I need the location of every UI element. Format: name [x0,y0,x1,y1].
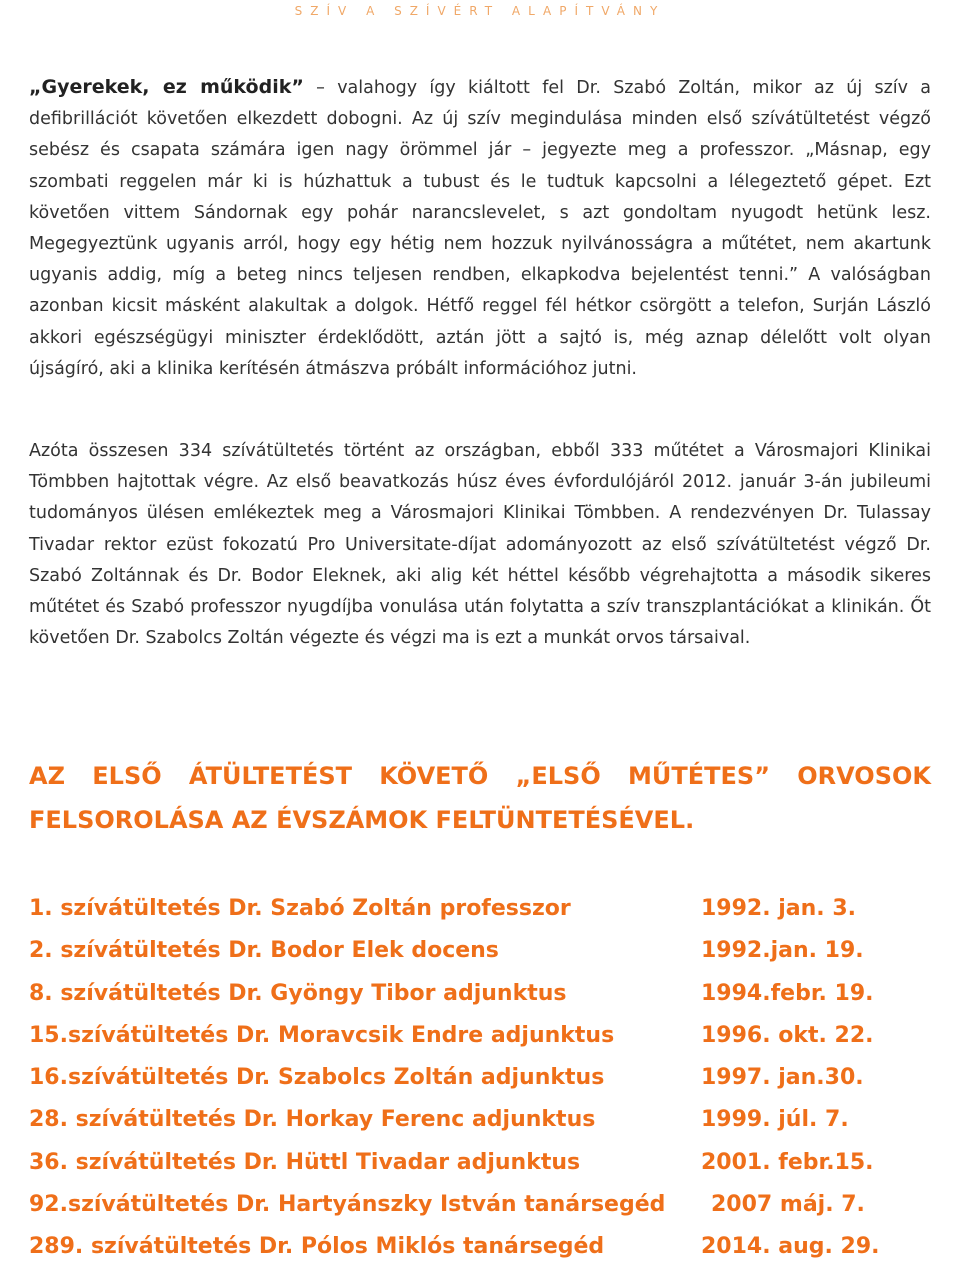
paragraph-statistics: Azóta összesen 334 szívátültetés történt az országban, ebből 333 műtétet a Városmajori Klinikai Tömbben hajtottak végre. Az első beavatkozás húsz éves évfordulójáról 2012. január 3-án jubileumi tudományos ülésen emlékeztek meg a Városmajori Klinikai Tömbben. A rendezvényen Dr. Tulassay Tivadar rektor ezüst fokozatú Pro Universitate-díjat adományozott az első szívátültetést végző Dr. Szabó Zoltánnak és Dr. Bodor Eleknek, aki alig két héttel később végrehajtotta a második sikeres műtétet és Szabó professzor nyugdíjba vonulása után folytatta a szív transzplantációkat a klinikán. Őt követően Dr. Szabolcs Zoltán végezte és végzi ma is ezt a munkát orvos társaival. [29,441,931,649]
surgeon-date: 1992. jan. 3. [701,896,856,921]
surgeon-entry: 92.szívátültetés Dr. Hartyánszky István tanársegéd [29,1192,666,1218]
list-item [29,1226,931,1268]
surgeon-date: 1999. júl. 7. [701,1107,849,1133]
surgeon-entry: 289. szívátültetés Dr. Pólos Miklós tanársegéd [29,1234,605,1260]
list-item [29,1099,931,1141]
paragraph-first-transplant [29,72,931,385]
list-item [29,1057,931,1099]
surgeon-date: 1994.febr. 19. [701,980,874,1006]
surgeon-entry: 8. szívátültetés Dr. Gyöngy Tibor adjunktus [29,980,567,1006]
paragraph-body: – valahogy így kiáltott fel Dr. Szabó Zoltán, mikor az új szív a defibrillációt követően elkezdett dobogni. Az új szív megindulása minden első szívátültetést végző sebész és csapata számára igen nagy örömmel jár – jegyezte meg a professzor. „Másnap, egy szombati reggelen már ki is húzhattuk a tubust és le tudtuk kapcsolni a lélegeztető gépet. Ezt követően vittem Sándornak egy pohár narancslevelet, s azt gondoltam nyugodt hetünk lesz. Megegyeztünk ugyanis arról, hogy egy hétig nem hozzuk nyilvánosságra a műtétet, nem akartunk ugyanis addig, míg a beteg nincs teljesen rendben, elkapkodva bejelentést tenni.” A valóságban azonban kicsit másként alakultak a dolgok. Hétfő reggel fél hétkor csörgött a telefon, Surján László akkori egészségügyi miniszter érdeklődött, aztán jött a sajtó is, még aznap délelőtt volt olyan újságíró, aki a klinika kerítésén átmászva próbált információhoz jutni. [29,78,932,379]
surgeon-date: 1996. okt. 22. [701,1022,874,1048]
surgeon-entry: 16.szívátültetés Dr. Szabolcs Zoltán adjunktus [29,1065,605,1091]
section-heading-line-1: AZ ELSŐ ÁTÜLTETÉST KÖVETŐ „ELSŐ MŰTÉTES” ORVOSOK [29,762,931,790]
surgeon-date: 1997. jan.30. [701,1065,864,1091]
surgeon-entry: 15.szívátültetés Dr. Moravcsik Endre adjunktus [29,1022,615,1048]
page-header: SZÍV A SZÍVÉRT ALAPÍTVÁNY [294,4,666,18]
surgeon-date: 2007 máj. 7. [711,1192,865,1218]
list-item [29,888,931,930]
surgeon-date: 2001. febr.15. [701,1149,874,1175]
list-item [29,973,931,1015]
quote-lead: „Gyerekek, ez működik” [29,76,304,98]
surgeon-entry: 2. szívátültetés Dr. Bodor Elek docens [29,938,499,964]
surgeon-entry: 1. szívátültetés Dr. Szabó Zoltán professzor [29,896,571,921]
section-heading-line-2: FELSOROLÁSA AZ ÉVSZÁMOK FELTÜNTETÉSÉVEL. [29,806,695,834]
list-item [29,1184,931,1226]
list-item [29,930,931,972]
list-item [29,1142,931,1184]
surgeon-entry: 28. szívátültetés Dr. Horkay Ferenc adjunktus [29,1107,596,1133]
surgeon-date: 1992.jan. 19. [701,938,864,964]
surgeon-entry: 36. szívátültetés Dr. Hüttl Tivadar adjunktus [29,1149,581,1175]
list-item [29,1015,931,1057]
surgeon-list [29,888,931,1269]
section-heading [29,754,931,842]
surgeon-date: 2014. aug. 29. [701,1234,880,1260]
